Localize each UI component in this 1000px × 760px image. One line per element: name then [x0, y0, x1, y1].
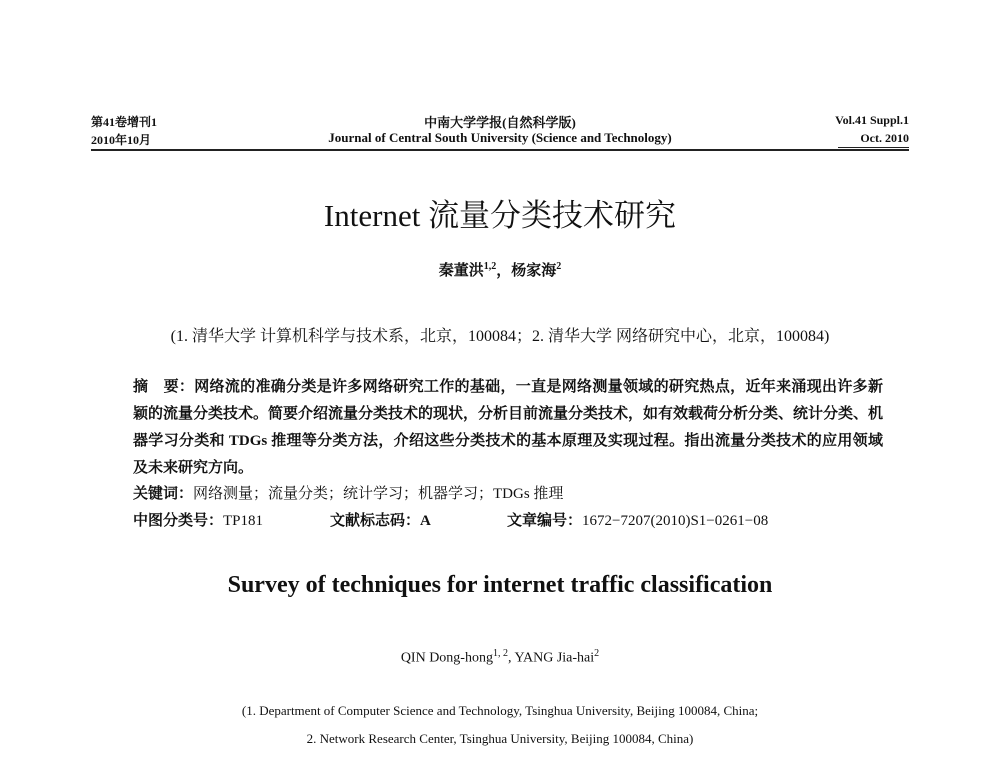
author-en-sep: ,	[507, 650, 515, 666]
affiliation-en-1: (1. Department of Computer Science and Technology, Tsinghua University, Beijing 100084, China;	[241, 703, 759, 718]
header-rule-short	[838, 147, 909, 148]
author-2: 杨家海	[511, 263, 557, 279]
header-vol-en: Vol.41 Suppl.1	[835, 113, 909, 127]
clc-value: TP181	[223, 513, 264, 529]
article-no-label: 文章编号：	[507, 513, 583, 529]
author-1-en-affil: 1, 2	[492, 648, 508, 659]
title-en: Survey of techniques for internet traffic classification	[227, 572, 773, 598]
keywords-text: 网络测量；流量分类；统计学习；机器学习；TDGs 推理	[193, 486, 564, 502]
author-1: 秦董洪	[438, 263, 484, 279]
journal-name-cn: 中南大学学报(自然科学版)	[424, 115, 576, 130]
author-1-en: QIN Dong-hong	[400, 650, 493, 666]
abstract	[133, 374, 883, 482]
author-2-affil: 2	[556, 261, 562, 272]
affiliation-en-2: 2. Network Research Center, Tsinghua University, Beijing 100084, China)	[306, 731, 694, 746]
abstract-text: 网络流的准确分类是许多网络研究工作的基础，一直是网络测量领域的研究热点，近年来涌现出许多新颖的流量分类技术。简要介绍流量分类技术的现状，分析目前流量分类技术，如有效载荷分析分类、统计分类、机器学习分类和 TDGs 推理等分类方法，介绍这些分类技术的基本原理及实现过程。指出流量分类技术的应用领域及未来研究方向。	[133, 379, 884, 476]
author-2-en-affil: 2	[594, 648, 600, 659]
header-rule	[91, 149, 909, 151]
doc-code-value: A	[420, 513, 431, 529]
clc-label: 中图分类号：	[133, 513, 224, 529]
keywords-label: 关键词：	[133, 486, 194, 502]
keywords	[133, 481, 883, 508]
header-date-en: Oct. 2010	[860, 131, 909, 145]
header-volume: 第41卷增刊1	[91, 115, 158, 129]
affiliation-cn: (1. 清华大学 计算机科学与技术系，北京，100084；2. 清华大学 网络研究中心，北京，100084)	[170, 328, 830, 345]
article-no-value: 1672−7207(2010)S1−0261−08	[582, 513, 769, 529]
author-1-affil: 1,2	[483, 261, 497, 272]
authors-en	[0, 648, 1000, 667]
title-cn: Internet 流量分类技术研究	[323, 198, 677, 233]
abstract-label: 摘 要：	[133, 379, 195, 395]
author-2-en: YANG Jia-hai	[514, 650, 595, 666]
header-date: 2010年10月	[91, 133, 152, 147]
authors-cn	[0, 259, 1000, 280]
journal-name-en: Journal of Central South University (Science and Technology)	[328, 130, 672, 145]
author-sep: ，	[496, 263, 512, 279]
doc-code-label: 文献标志码：	[330, 513, 421, 529]
